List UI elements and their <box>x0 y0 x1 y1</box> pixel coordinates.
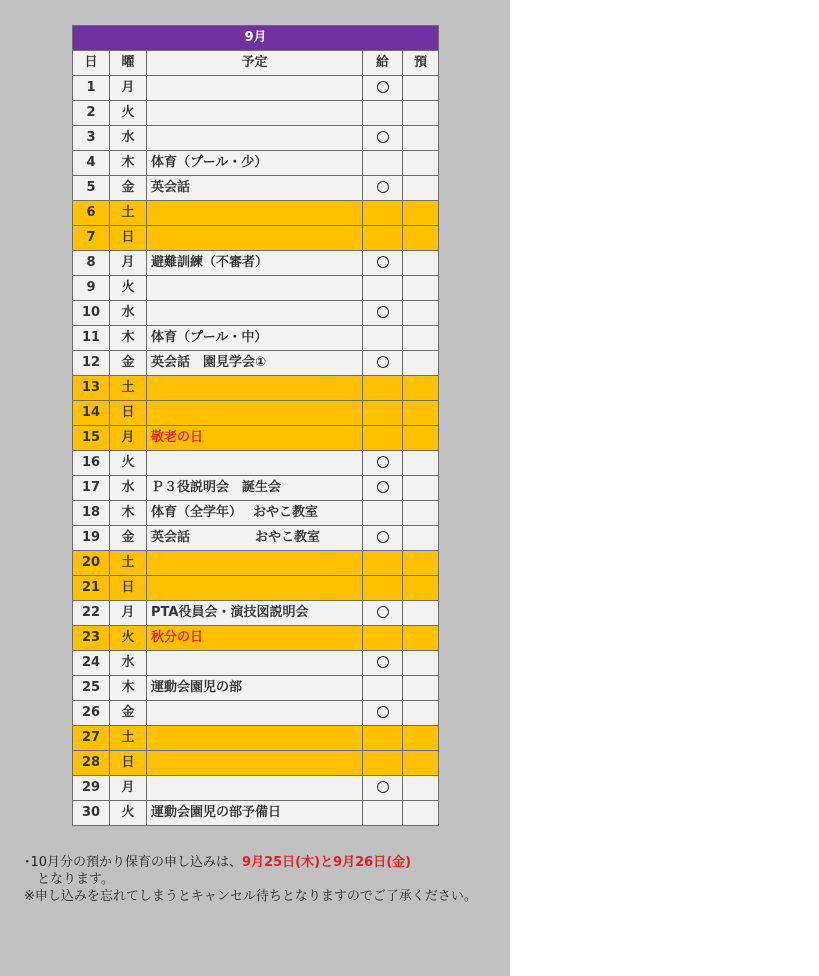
weekday-cell: 火 <box>110 801 147 826</box>
table-row <box>73 301 439 326</box>
azukari-cell <box>403 126 439 151</box>
weekday-cell: 土 <box>110 726 147 751</box>
table-row <box>73 601 439 626</box>
day-cell: 25 <box>73 676 110 701</box>
azukari-cell <box>403 501 439 526</box>
day-cell: 12 <box>73 351 110 376</box>
table-row <box>73 551 439 576</box>
azukari-cell <box>403 601 439 626</box>
table-row <box>73 276 439 301</box>
azukari-cell <box>403 226 439 251</box>
table-row <box>73 226 439 251</box>
plan-cell <box>147 776 363 801</box>
azukari-cell <box>403 426 439 451</box>
kyushoku-cell <box>363 626 403 651</box>
table-row <box>73 751 439 776</box>
day-cell: 17 <box>73 476 110 501</box>
column-header-row <box>73 51 439 76</box>
weekday-cell: 木 <box>110 501 147 526</box>
september-schedule-table <box>72 25 439 826</box>
weekday-cell: 日 <box>110 401 147 426</box>
plan-cell: 体育（プール・中） <box>147 326 363 351</box>
azukari-cell <box>403 326 439 351</box>
weekday-cell: 月 <box>110 76 147 101</box>
note-line1-prefix: ･10月分の預かり保育の申し込みは、 <box>24 855 243 870</box>
kyushoku-cell <box>363 776 403 801</box>
header-azukari: 預 <box>403 51 439 76</box>
table-row <box>73 76 439 101</box>
kyushoku-cell <box>363 326 403 351</box>
azukari-cell <box>403 526 439 551</box>
azukari-cell <box>403 151 439 176</box>
plan-cell: 秋分の日 <box>147 626 363 651</box>
plan-cell <box>147 301 363 326</box>
header-weekday: 曜 <box>110 51 147 76</box>
table-row <box>73 701 439 726</box>
table-row <box>73 626 439 651</box>
day-cell: 13 <box>73 376 110 401</box>
day-cell: 4 <box>73 151 110 176</box>
azukari-cell <box>403 676 439 701</box>
header-day: 日 <box>73 51 110 76</box>
plan-cell <box>147 451 363 476</box>
month-title: 9月 <box>73 26 439 51</box>
azukari-cell <box>403 451 439 476</box>
day-cell: 21 <box>73 576 110 601</box>
table-row <box>73 201 439 226</box>
plan-cell <box>147 376 363 401</box>
kyushoku-cell <box>363 451 403 476</box>
header-kyushoku: 給 <box>363 51 403 76</box>
day-cell: 11 <box>73 326 110 351</box>
azukari-cell <box>403 301 439 326</box>
day-cell: 23 <box>73 626 110 651</box>
table-row <box>73 476 439 501</box>
azukari-cell <box>403 76 439 101</box>
kyushoku-cell <box>363 576 403 601</box>
table-row <box>73 376 439 401</box>
plan-cell <box>147 701 363 726</box>
kyushoku-cell <box>363 801 403 826</box>
day-cell: 28 <box>73 751 110 776</box>
azukari-cell <box>403 351 439 376</box>
plan-cell <box>147 651 363 676</box>
kyushoku-cell <box>363 301 403 326</box>
kyushoku-cell <box>363 126 403 151</box>
plan-cell <box>147 76 363 101</box>
kyushoku-cell <box>363 276 403 301</box>
table-row <box>73 451 439 476</box>
kyushoku-cell <box>363 601 403 626</box>
circle-mark-icon <box>377 531 389 543</box>
plan-cell <box>147 126 363 151</box>
kyushoku-cell <box>363 251 403 276</box>
plan-cell: 運動会園児の部 <box>147 676 363 701</box>
table-row <box>73 501 439 526</box>
azukari-cell <box>403 201 439 226</box>
weekday-cell: 木 <box>110 326 147 351</box>
weekday-cell: 金 <box>110 701 147 726</box>
weekday-cell: 月 <box>110 426 147 451</box>
azukari-cell <box>403 801 439 826</box>
circle-mark-icon <box>377 356 389 368</box>
kyushoku-cell <box>363 101 403 126</box>
azukari-cell <box>403 101 439 126</box>
day-cell: 29 <box>73 776 110 801</box>
table-row <box>73 126 439 151</box>
kyushoku-cell <box>363 176 403 201</box>
azukari-cell <box>403 701 439 726</box>
weekday-cell: 日 <box>110 576 147 601</box>
plan-cell: 英会話 <box>147 176 363 201</box>
weekday-cell: 土 <box>110 376 147 401</box>
weekday-cell: 水 <box>110 651 147 676</box>
table-row <box>73 726 439 751</box>
kyushoku-cell <box>363 501 403 526</box>
day-cell: 26 <box>73 701 110 726</box>
day-cell: 6 <box>73 201 110 226</box>
plan-cell: 運動会園児の部予備日 <box>147 801 363 826</box>
table-row <box>73 426 439 451</box>
kyushoku-cell <box>363 476 403 501</box>
plan-cell <box>147 276 363 301</box>
weekday-cell: 月 <box>110 601 147 626</box>
circle-mark-icon <box>377 256 389 268</box>
plan-cell: Ｐ３役説明会 誕生会 <box>147 476 363 501</box>
azukari-cell <box>403 751 439 776</box>
weekday-cell: 金 <box>110 526 147 551</box>
note-deadline-dates: 9月25日(木)と9月26日(金) <box>242 855 412 870</box>
circle-mark-icon <box>377 706 389 718</box>
plan-cell <box>147 226 363 251</box>
kyushoku-cell <box>363 701 403 726</box>
table-row <box>73 401 439 426</box>
table-row <box>73 251 439 276</box>
table-row <box>73 576 439 601</box>
plan-cell: PTA役員会・演技図説明会 <box>147 601 363 626</box>
circle-mark-icon <box>377 181 389 193</box>
day-cell: 2 <box>73 101 110 126</box>
kyushoku-cell <box>363 751 403 776</box>
circle-mark-icon <box>377 131 389 143</box>
azukari-cell <box>403 401 439 426</box>
weekday-cell: 日 <box>110 226 147 251</box>
plan-cell <box>147 751 363 776</box>
table-row <box>73 651 439 676</box>
table-row <box>73 151 439 176</box>
circle-mark-icon <box>377 306 389 318</box>
weekday-cell: 火 <box>110 276 147 301</box>
day-cell: 9 <box>73 276 110 301</box>
kyushoku-cell <box>363 726 403 751</box>
day-cell: 8 <box>73 251 110 276</box>
azukari-cell <box>403 651 439 676</box>
azukari-cell <box>403 276 439 301</box>
weekday-cell: 月 <box>110 251 147 276</box>
kyushoku-cell <box>363 551 403 576</box>
day-cell: 15 <box>73 426 110 451</box>
weekday-cell: 水 <box>110 476 147 501</box>
day-cell: 3 <box>73 126 110 151</box>
plan-cell <box>147 576 363 601</box>
table-row <box>73 326 439 351</box>
weekday-cell: 水 <box>110 126 147 151</box>
table-row <box>73 351 439 376</box>
weekday-cell: 土 <box>110 201 147 226</box>
plan-cell: 体育（プール・少） <box>147 151 363 176</box>
day-cell: 30 <box>73 801 110 826</box>
kyushoku-cell <box>363 651 403 676</box>
weekday-cell: 木 <box>110 151 147 176</box>
kyushoku-cell <box>363 526 403 551</box>
plan-cell: 英会話 園見学会① <box>147 351 363 376</box>
note-line2: となります。 <box>24 872 114 887</box>
weekday-cell: 金 <box>110 176 147 201</box>
plan-cell: 英会話 おやこ教室 <box>147 526 363 551</box>
plan-cell: 敬老の日 <box>147 426 363 451</box>
plan-cell <box>147 401 363 426</box>
azukari-cell <box>403 476 439 501</box>
azukari-cell <box>403 251 439 276</box>
plan-cell: 避難訓練（不審者） <box>147 251 363 276</box>
note-line3: ※申し込みを忘れてしまうとキャンセル待ちとなりますのでご了承ください。 <box>24 889 477 904</box>
weekday-cell: 水 <box>110 301 147 326</box>
kyushoku-cell <box>363 676 403 701</box>
kyushoku-cell <box>363 351 403 376</box>
weekday-cell: 月 <box>110 776 147 801</box>
azukari-cell <box>403 551 439 576</box>
circle-mark-icon <box>377 481 389 493</box>
day-cell: 27 <box>73 726 110 751</box>
weekday-cell: 日 <box>110 751 147 776</box>
azukari-cell <box>403 626 439 651</box>
day-cell: 7 <box>73 226 110 251</box>
plan-cell: 体育（全学年） おやこ教室 <box>147 501 363 526</box>
day-cell: 14 <box>73 401 110 426</box>
table-row <box>73 676 439 701</box>
day-cell: 20 <box>73 551 110 576</box>
plan-cell <box>147 726 363 751</box>
weekday-cell: 木 <box>110 676 147 701</box>
weekday-cell: 火 <box>110 451 147 476</box>
day-cell: 24 <box>73 651 110 676</box>
plan-cell <box>147 101 363 126</box>
circle-mark-icon <box>377 781 389 793</box>
table-row <box>73 176 439 201</box>
day-cell: 18 <box>73 501 110 526</box>
header-plan: 予定 <box>147 51 363 76</box>
azukari-cell <box>403 576 439 601</box>
kyushoku-cell <box>363 76 403 101</box>
azukari-cell <box>403 176 439 201</box>
kyushoku-cell <box>363 401 403 426</box>
day-cell: 22 <box>73 601 110 626</box>
day-cell: 16 <box>73 451 110 476</box>
day-cell: 5 <box>73 176 110 201</box>
circle-mark-icon <box>377 456 389 468</box>
day-cell: 1 <box>73 76 110 101</box>
table-row <box>73 801 439 826</box>
circle-mark-icon <box>377 606 389 618</box>
azukari-cell <box>403 726 439 751</box>
table-row <box>73 526 439 551</box>
circle-mark-icon <box>377 81 389 93</box>
weekday-cell: 金 <box>110 351 147 376</box>
kyushoku-cell <box>363 151 403 176</box>
circle-mark-icon <box>377 656 389 668</box>
kyushoku-cell <box>363 226 403 251</box>
table-row <box>73 776 439 801</box>
weekday-cell: 火 <box>110 626 147 651</box>
plan-cell <box>147 201 363 226</box>
kyushoku-cell <box>363 376 403 401</box>
weekday-cell: 土 <box>110 551 147 576</box>
plan-cell <box>147 551 363 576</box>
table-row <box>73 101 439 126</box>
weekday-cell: 火 <box>110 101 147 126</box>
notes <box>24 854 504 905</box>
day-cell: 10 <box>73 301 110 326</box>
kyushoku-cell <box>363 426 403 451</box>
azukari-cell <box>403 776 439 801</box>
day-cell: 19 <box>73 526 110 551</box>
azukari-cell <box>403 376 439 401</box>
kyushoku-cell <box>363 201 403 226</box>
